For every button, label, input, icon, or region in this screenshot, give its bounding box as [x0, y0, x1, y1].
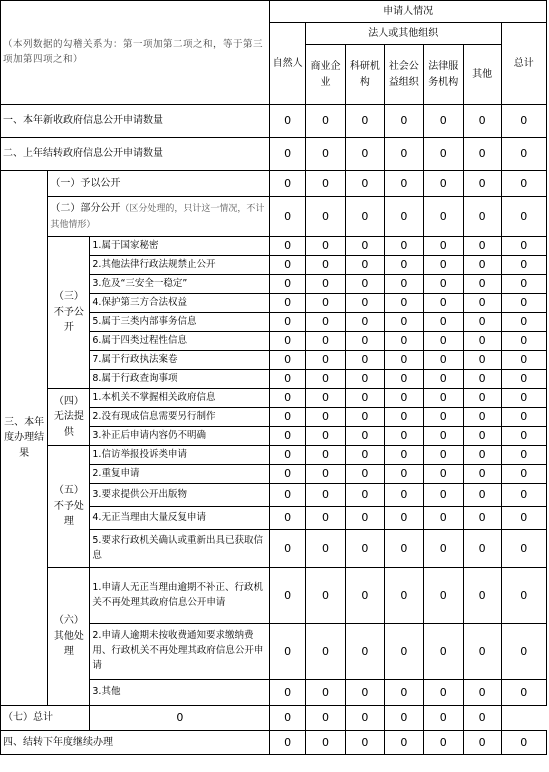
value-cell: 0 — [306, 465, 346, 484]
table-row — [1, 171, 547, 197]
value-cell: 0 — [423, 275, 463, 294]
g3_5-label: 5.属于三类内部事务信息 — [90, 313, 270, 332]
value-cell: 0 — [270, 507, 306, 530]
value-cell: 0 — [345, 568, 384, 624]
value-cell: 0 — [463, 275, 501, 294]
value-cell: 0 — [345, 105, 384, 138]
value-cell: 0 — [501, 568, 546, 624]
value-cell: 0 — [501, 275, 546, 294]
g3_7-label: 7.属于行政执法案卷 — [90, 351, 270, 370]
value-cell: 0 — [306, 680, 346, 706]
value-cell: 0 — [501, 138, 546, 171]
value-cell: 0 — [384, 706, 423, 731]
value-cell: 0 — [345, 706, 384, 731]
value-cell: 0 — [384, 446, 423, 465]
value-cell: 0 — [90, 706, 270, 731]
g6_3-label: 3.其他 — [90, 680, 270, 706]
value-cell: 0 — [270, 351, 306, 370]
value-cell: 0 — [345, 465, 384, 484]
g5_3-label: 3.要求提供公开出版物 — [90, 484, 270, 507]
sec1-label: 一、本年新收政府信息公开申请数量 — [1, 105, 270, 138]
value-cell: 0 — [306, 294, 346, 313]
g3_6-label: 6.属于四类过程性信息 — [90, 332, 270, 351]
value-cell: 0 — [501, 313, 546, 332]
value-cell: 0 — [345, 332, 384, 351]
value-cell: 0 — [384, 680, 423, 706]
value-cell: 0 — [423, 408, 463, 427]
value-cell: 0 — [384, 332, 423, 351]
value-cell: 0 — [501, 507, 546, 530]
value-cell: 0 — [463, 680, 501, 706]
g3_3-label: 3.危及“三安全一稳定” — [90, 275, 270, 294]
value-cell: 0 — [270, 197, 306, 237]
value-cell: 0 — [384, 294, 423, 313]
value-cell: 0 — [501, 351, 546, 370]
value-cell: 0 — [423, 680, 463, 706]
value-cell: 0 — [384, 624, 423, 680]
value-cell: 0 — [306, 351, 346, 370]
value-cell: 0 — [306, 484, 346, 507]
value-cell: 0 — [423, 624, 463, 680]
value-cell: 0 — [423, 294, 463, 313]
g3_8-label: 8.属于行政查询事项 — [90, 370, 270, 389]
value-cell: 0 — [384, 138, 423, 171]
g4_2-label: 2.没有现成信息需要另行制作 — [90, 408, 270, 427]
table-row — [1, 446, 547, 465]
g5_4-label: 4.无正当理由大量反复申请 — [90, 507, 270, 530]
relationship-caption: （本列数据的勾稽关系为：第一项加第二项之和，等于第三项加第四项之和） — [1, 1, 270, 105]
value-cell: 0 — [270, 313, 306, 332]
value-cell: 0 — [345, 731, 384, 755]
value-cell: 0 — [306, 530, 346, 568]
value-cell: 0 — [306, 408, 346, 427]
value-cell: 0 — [423, 237, 463, 256]
value-cell: 0 — [501, 530, 546, 568]
value-cell: 0 — [423, 370, 463, 389]
value-cell: 0 — [270, 446, 306, 465]
value-cell: 0 — [463, 624, 501, 680]
value-cell: 0 — [345, 680, 384, 706]
value-cell: 0 — [306, 256, 346, 275]
value-cell: 0 — [423, 197, 463, 237]
value-cell: 0 — [423, 389, 463, 408]
value-cell: 0 — [463, 351, 501, 370]
value-cell: 0 — [306, 138, 346, 171]
value-cell: 0 — [270, 105, 306, 138]
value-cell: 0 — [270, 530, 306, 568]
commercial-header: 商业企业 — [306, 45, 346, 105]
value-cell: 0 — [345, 237, 384, 256]
value-cell: 0 — [501, 446, 546, 465]
value-cell: 0 — [501, 171, 546, 197]
value-cell: 0 — [270, 408, 306, 427]
value-cell: 0 — [384, 427, 423, 446]
value-cell: 0 — [306, 332, 346, 351]
value-cell: 0 — [270, 370, 306, 389]
value-cell: 0 — [501, 197, 546, 237]
value-cell: 0 — [423, 446, 463, 465]
value-cell: 0 — [270, 294, 306, 313]
value-cell: 0 — [501, 484, 546, 507]
value-cell: 0 — [423, 731, 463, 755]
g4_3-label: 3.补正后申请内容仍不明确 — [90, 427, 270, 446]
value-cell: 0 — [463, 171, 501, 197]
g4-group-label: （四）无法提供 — [48, 389, 90, 446]
value-cell: 0 — [345, 624, 384, 680]
g7-label: （七）总计 — [1, 706, 90, 731]
table-row — [1, 197, 547, 237]
table-row — [1, 389, 547, 408]
value-cell: 0 — [306, 171, 346, 197]
value-cell: 0 — [270, 706, 306, 731]
value-cell: 0 — [306, 370, 346, 389]
value-cell: 0 — [463, 484, 501, 507]
value-cell: 0 — [270, 624, 306, 680]
value-cell: 0 — [270, 484, 306, 507]
value-cell: 0 — [501, 294, 546, 313]
value-cell: 0 — [345, 138, 384, 171]
value-cell: 0 — [384, 256, 423, 275]
value-cell: 0 — [501, 731, 546, 755]
natural-person-header: 自然人 — [270, 23, 306, 105]
g3_4-label: 4.保护第三方合法权益 — [90, 294, 270, 313]
table-row — [1, 731, 547, 755]
value-cell: 0 — [270, 275, 306, 294]
value-cell: 0 — [306, 706, 346, 731]
value-cell: 0 — [345, 351, 384, 370]
value-cell: 0 — [501, 370, 546, 389]
sec4-label: 四、结转下年度继续办理 — [1, 731, 270, 755]
value-cell: 0 — [270, 332, 306, 351]
value-cell: 0 — [463, 313, 501, 332]
g2-label — [48, 197, 270, 237]
value-cell: 0 — [306, 446, 346, 465]
value-cell: 0 — [423, 507, 463, 530]
value-cell: 0 — [345, 446, 384, 465]
g2-note-label: （区分处理的，只计这一情况，不计其他情形） — [50, 203, 265, 230]
value-cell: 0 — [345, 484, 384, 507]
value-cell: 0 — [501, 332, 546, 351]
value-cell: 0 — [423, 332, 463, 351]
value-cell: 0 — [345, 370, 384, 389]
value-cell: 0 — [463, 197, 501, 237]
value-cell: 0 — [306, 313, 346, 332]
value-cell: 0 — [463, 370, 501, 389]
value-cell: 0 — [423, 105, 463, 138]
value-cell: 0 — [423, 530, 463, 568]
value-cell: 0 — [384, 275, 423, 294]
value-cell: 0 — [306, 731, 346, 755]
sec3-label: 三、本年度办理结果 — [1, 171, 48, 706]
value-cell: 0 — [345, 313, 384, 332]
value-cell: 0 — [306, 427, 346, 446]
value-cell: 0 — [501, 105, 546, 138]
value-cell: 0 — [384, 351, 423, 370]
g6_2-label: 2.申请人逾期未按收费通知要求缴纳费用、行政机关不再处理其政府信息公开申请 — [90, 624, 270, 680]
value-cell: 0 — [384, 408, 423, 427]
value-cell: 0 — [345, 507, 384, 530]
value-cell: 0 — [423, 484, 463, 507]
value-cell: 0 — [270, 389, 306, 408]
value-cell: 0 — [384, 530, 423, 568]
g5_2-label: 2.重复申请 — [90, 465, 270, 484]
value-cell: 0 — [423, 256, 463, 275]
value-cell: 0 — [463, 105, 501, 138]
value-cell: 0 — [463, 706, 501, 731]
value-cell: 0 — [384, 507, 423, 530]
value-cell: 0 — [423, 351, 463, 370]
g5_5-label: 5.要求行政机关确认或重新出具已获取信息 — [90, 530, 270, 568]
table-row — [1, 138, 547, 171]
value-cell: 0 — [423, 138, 463, 171]
value-cell: 0 — [384, 484, 423, 507]
value-cell: 0 — [384, 105, 423, 138]
value-cell: 0 — [463, 446, 501, 465]
table-row — [1, 706, 547, 731]
value-cell: 0 — [384, 568, 423, 624]
value-cell: 0 — [463, 530, 501, 568]
table-row — [1, 105, 547, 138]
value-cell: 0 — [463, 256, 501, 275]
value-cell: 0 — [501, 256, 546, 275]
value-cell: 0 — [306, 197, 346, 237]
value-cell: 0 — [270, 171, 306, 197]
g3-group-label: （三）不予公开 — [48, 237, 90, 389]
g4_1-label: 1.本机关不掌握相关政府信息 — [90, 389, 270, 408]
value-cell: 0 — [270, 138, 306, 171]
value-cell: 0 — [463, 237, 501, 256]
value-cell: 0 — [345, 294, 384, 313]
value-cell: 0 — [345, 275, 384, 294]
value-cell: 0 — [384, 731, 423, 755]
value-cell: 0 — [270, 256, 306, 275]
g3_2-label: 2.其他法律行政法规禁止公开 — [90, 256, 270, 275]
other-header: 其他 — [463, 45, 501, 105]
value-cell: 0 — [423, 706, 463, 731]
value-cell: 0 — [501, 427, 546, 446]
value-cell: 0 — [463, 731, 501, 755]
g6_1-label: 1.申请人无正当理由逾期不补正、行政机关不再处理其政府信息公开申请 — [90, 568, 270, 624]
value-cell: 0 — [384, 171, 423, 197]
value-cell: 0 — [423, 427, 463, 446]
value-cell: 0 — [423, 465, 463, 484]
table-row — [1, 237, 547, 256]
value-cell: 0 — [463, 138, 501, 171]
legal-group-header: 法人或其他组织 — [306, 23, 502, 45]
value-cell: 0 — [345, 408, 384, 427]
value-cell: 0 — [384, 237, 423, 256]
social-welfare-header: 社会公益组织 — [384, 45, 423, 105]
sec2-label: 二、上年结转政府信息公开申请数量 — [1, 138, 270, 171]
value-cell: 0 — [423, 171, 463, 197]
value-cell: 0 — [501, 408, 546, 427]
value-cell: 0 — [345, 197, 384, 237]
value-cell: 0 — [501, 624, 546, 680]
value-cell: 0 — [306, 275, 346, 294]
value-cell: 0 — [501, 465, 546, 484]
value-cell: 0 — [501, 680, 546, 706]
total-header: 总计 — [501, 23, 546, 105]
value-cell: 0 — [306, 624, 346, 680]
legal-service-header: 法律服务机构 — [423, 45, 463, 105]
value-cell: 0 — [345, 171, 384, 197]
value-cell: 0 — [463, 507, 501, 530]
value-cell: 0 — [270, 427, 306, 446]
value-cell: 0 — [463, 389, 501, 408]
value-cell: 0 — [270, 465, 306, 484]
value-cell: 0 — [384, 389, 423, 408]
g6-group-label: （六）其他处理 — [48, 568, 90, 706]
value-cell: 0 — [270, 568, 306, 624]
research-header: 科研机构 — [345, 45, 384, 105]
g5-group-label: （五）不予处理 — [48, 446, 90, 568]
value-cell: 0 — [306, 568, 346, 624]
value-cell: 0 — [384, 313, 423, 332]
value-cell: 0 — [345, 389, 384, 408]
value-cell: 0 — [463, 427, 501, 446]
g5_1-label: 1.信访举报投诉类申请 — [90, 446, 270, 465]
value-cell: 0 — [270, 680, 306, 706]
g2-main-label: （二）部分公开 — [50, 202, 121, 214]
value-cell: 0 — [306, 237, 346, 256]
value-cell: 0 — [306, 507, 346, 530]
value-cell: 0 — [463, 408, 501, 427]
value-cell: 0 — [345, 427, 384, 446]
value-cell: 0 — [423, 313, 463, 332]
value-cell: 0 — [463, 568, 501, 624]
value-cell: 0 — [270, 731, 306, 755]
value-cell: 0 — [384, 465, 423, 484]
value-cell: 0 — [463, 294, 501, 313]
value-cell: 0 — [463, 332, 501, 351]
value-cell: 0 — [501, 389, 546, 408]
value-cell: 0 — [270, 237, 306, 256]
table-row — [1, 568, 547, 624]
value-cell: 0 — [345, 256, 384, 275]
g3_1-label: 1.属于国家秘密 — [90, 237, 270, 256]
value-cell: 0 — [501, 237, 546, 256]
value-cell: 0 — [306, 105, 346, 138]
applicant-status-header: 申请人情况 — [270, 1, 547, 23]
g1-label: （一）予以公开 — [48, 171, 270, 197]
value-cell: 0 — [423, 568, 463, 624]
value-cell: 0 — [384, 197, 423, 237]
value-cell: 0 — [463, 465, 501, 484]
value-cell: 0 — [384, 370, 423, 389]
value-cell: 0 — [345, 530, 384, 568]
value-cell: 0 — [306, 389, 346, 408]
